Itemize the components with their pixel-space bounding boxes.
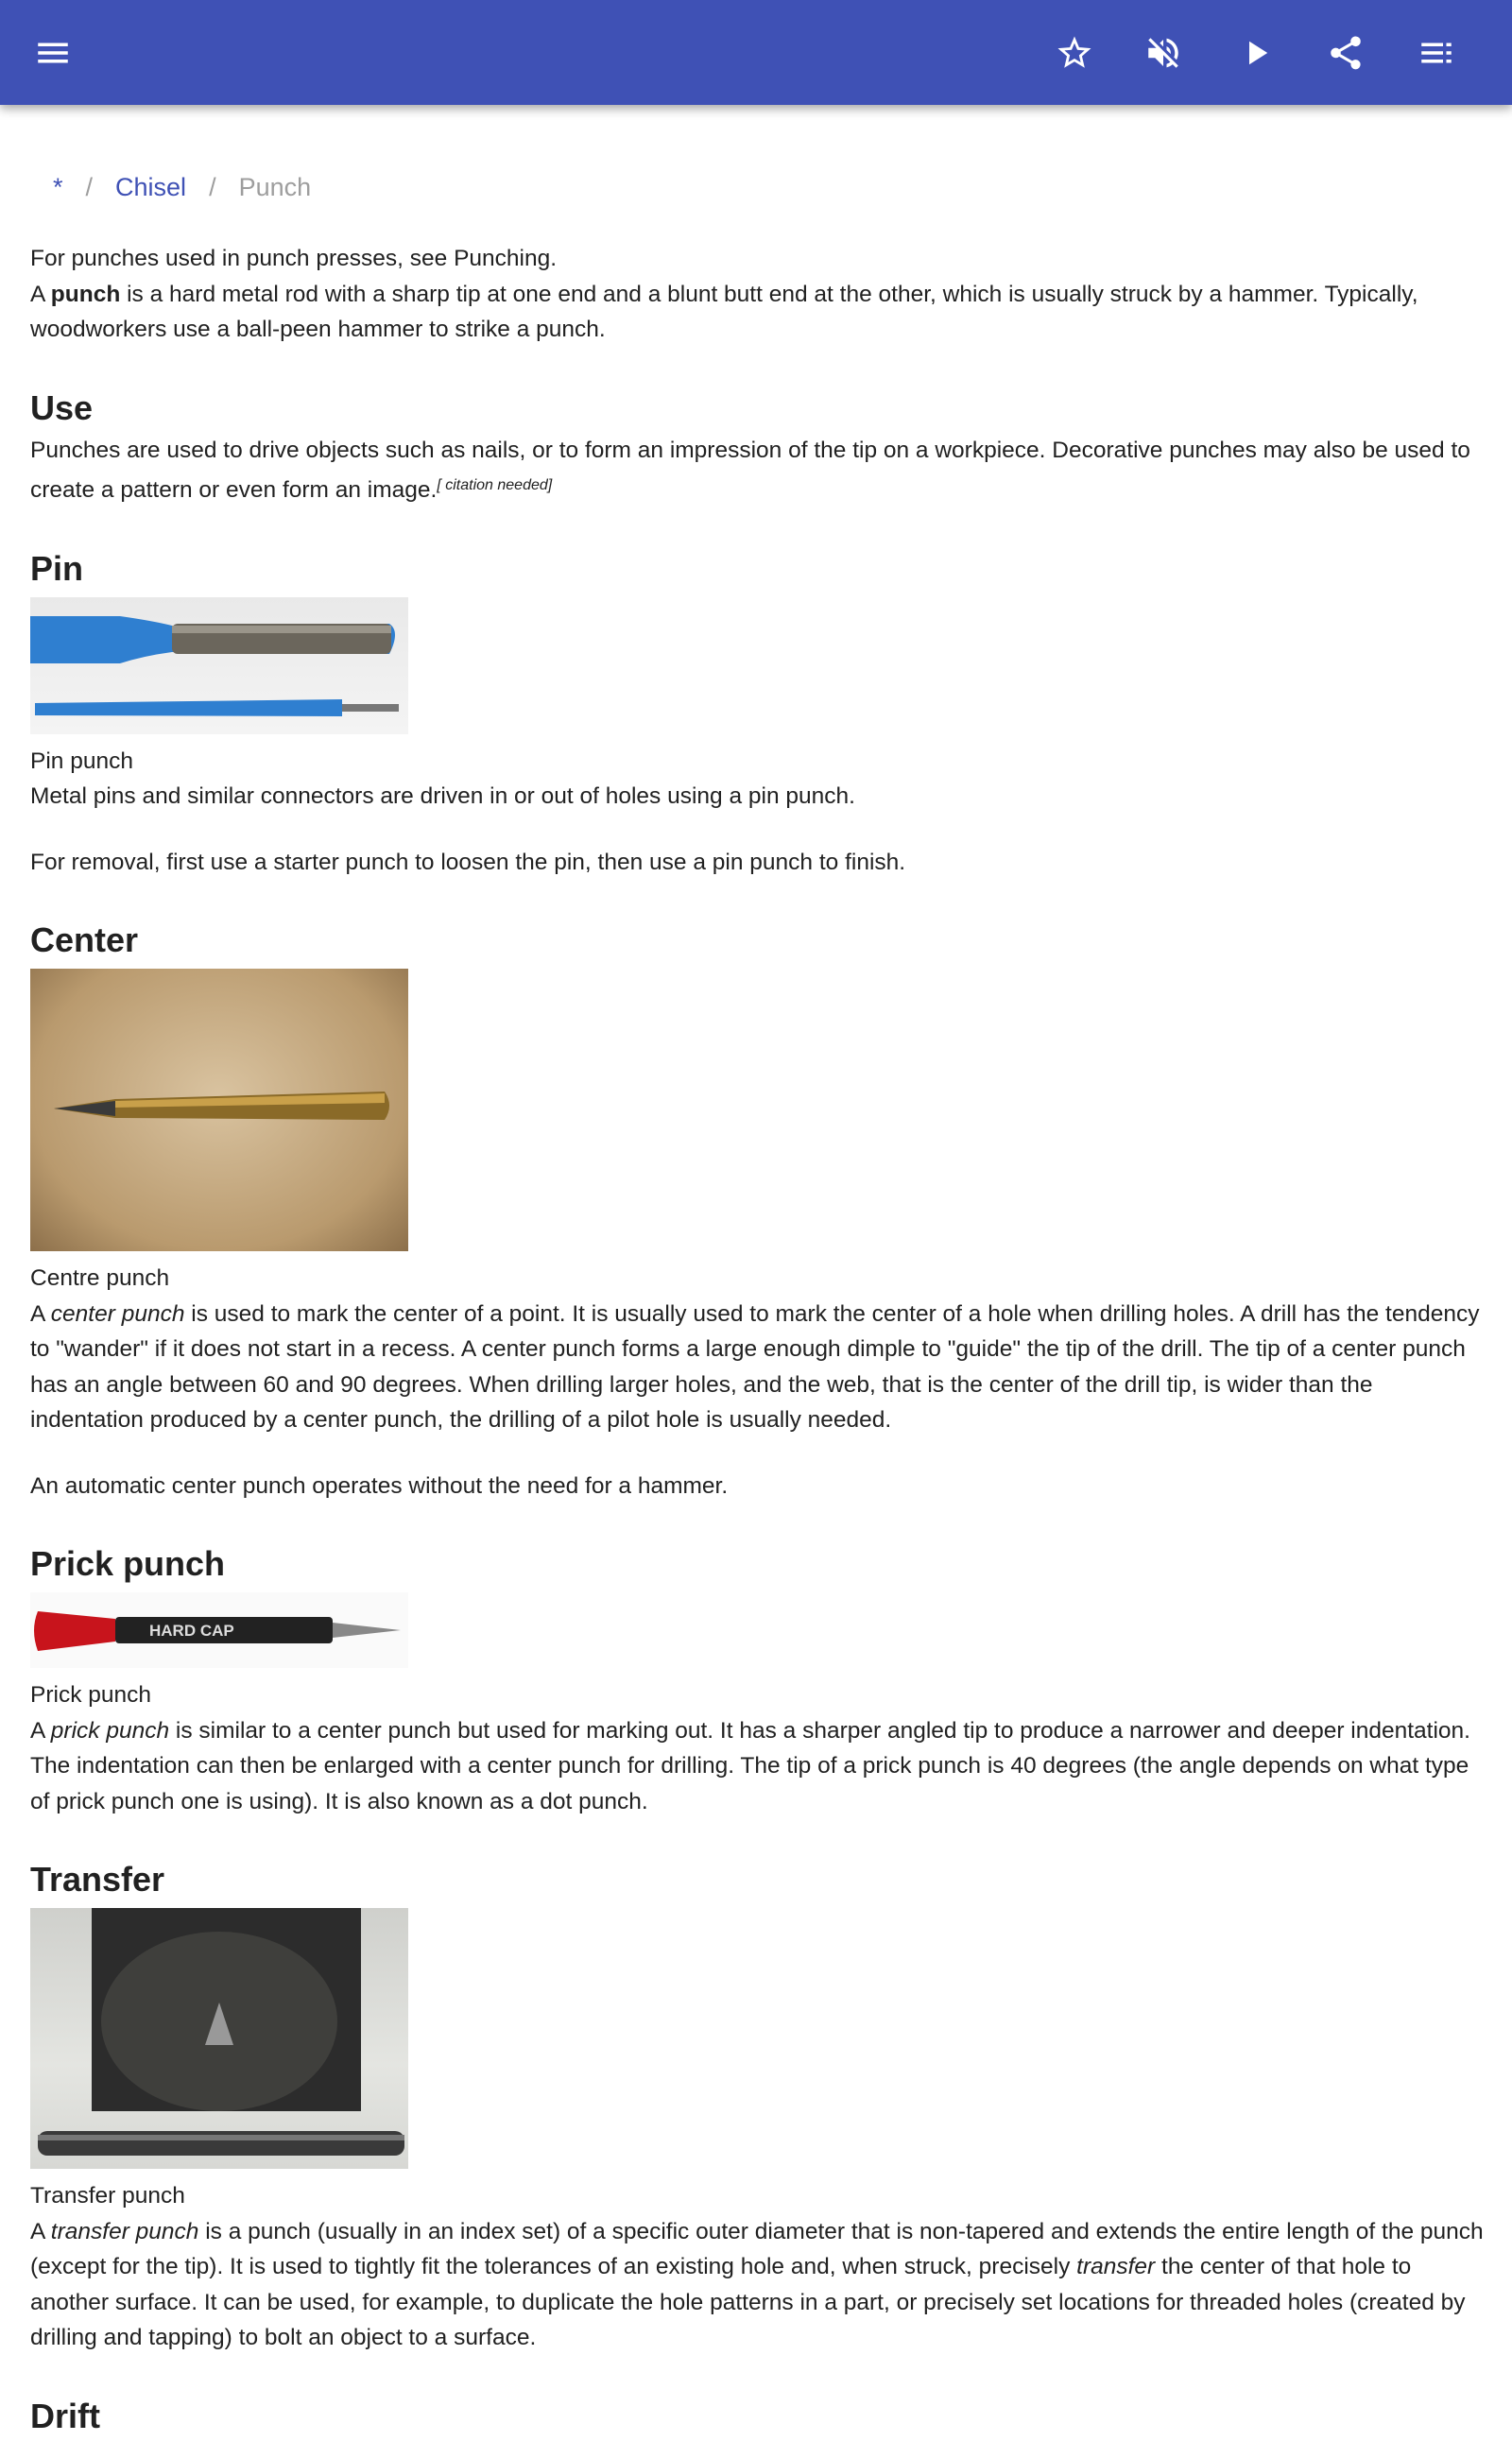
prick-caption: Prick punch xyxy=(30,1682,152,1708)
breadcrumb-current: Punch xyxy=(238,173,312,201)
intro xyxy=(30,241,1486,348)
volume-off-icon[interactable] xyxy=(1143,33,1183,73)
breadcrumb-separator: / xyxy=(85,173,94,201)
centre-punch-image[interactable] xyxy=(30,969,408,1251)
brand-logo: HARD CAP xyxy=(149,1622,234,1640)
transfer-caption: Transfer punch xyxy=(30,2183,185,2209)
center-paragraph: A center punch is used to mark the center of a point. It is usually used to mark the center of a hole when drilling holes. A drill has the tendency to "wander" if it does not start in a recess. A center punch forms a large enough dimple to "guide" the tip of the drill. The tip of a center punch has an angle between 60 and 90 degrees. When drilling larger holes, and the web, that is the center of the drill tip, is wider than the indentation produced by a center punch, the drilling of a pilot hole is usually needed. xyxy=(30,1300,1480,1433)
heading-drift: Drift xyxy=(30,2396,100,2435)
center-paragraph: An automatic center punch operates without the need for a hammer. xyxy=(30,1472,729,1499)
prick-punch-image[interactable] xyxy=(30,1592,408,1668)
heading-use: Use xyxy=(30,387,94,427)
transfer-paragraph: A transfer punch is a punch (usually in an index set) of a specific outer diameter that is non-tapered and extends the entire length of the punch (except for the tip). It is used to tightly fit the tolerances of an existing hole and, when struck, precisely transfer the center of that hole to another surface. It can be used, for example, to duplicate the hole patterns in a part, or precisely set locations for threaded holes (created by drilling and tapping) to bolt an object to a surface. xyxy=(30,2218,1484,2350)
breadcrumb-chisel[interactable]: Chisel xyxy=(115,173,187,201)
use-paragraph: Punches are used to drive objects such as nails, or to form an impression of the tip on a workpiece. Decorative punches may also be used to create a pattern or even form an image.[ citation needed] xyxy=(30,437,1470,503)
breadcrumb-root[interactable]: * xyxy=(53,173,63,201)
hatnote: For punches used in punch presses, see Punching. xyxy=(30,246,558,271)
menu-icon[interactable] xyxy=(33,33,73,73)
share-icon[interactable] xyxy=(1326,33,1366,73)
playlist-icon[interactable] xyxy=(1417,33,1456,73)
breadcrumb xyxy=(30,161,1486,214)
pin-paragraph: For removal, first use a starter punch to loosen the pin, then use a pin punch to finish. xyxy=(30,849,906,875)
pin-paragraph: Metal pins and similar connectors are driven in or out of holes using a pin punch. xyxy=(30,783,855,809)
heading-pin: Pin xyxy=(30,548,84,588)
pin-caption: Pin punch xyxy=(30,748,133,774)
breadcrumb-separator: / xyxy=(209,173,216,201)
heading-center: Center xyxy=(30,920,139,959)
pin-punch-image[interactable] xyxy=(30,597,408,734)
centre-caption: Centre punch xyxy=(30,1265,170,1291)
star-icon[interactable] xyxy=(1055,33,1094,73)
transfer-punch-image[interactable] xyxy=(30,1908,408,2169)
citation-needed[interactable]: [ citation needed] xyxy=(437,477,553,493)
app-toolbar xyxy=(0,0,1512,105)
article xyxy=(30,161,1486,2441)
play-icon[interactable] xyxy=(1236,33,1276,73)
prick-paragraph: A prick punch is similar to a center punch but used for marking out. It has a sharper angled tip to produce a narrower and deeper indentation. The indentation can then be enlarged with a center punch for drilling. The tip of a prick punch is 40 degrees (the angle depends on what type of prick punch one is using). It is also known as a dot punch. xyxy=(30,1717,1470,1814)
heading-prick-punch: Prick punch xyxy=(30,1544,226,1583)
heading-transfer: Transfer xyxy=(30,1860,165,1899)
intro-paragraph: A punch is a hard metal rod with a sharp tip at one end and a blunt butt end at the other, which is usually struck by a hammer. Typically, woodworkers use a ball-peen hammer to strike a punch. xyxy=(30,281,1418,342)
